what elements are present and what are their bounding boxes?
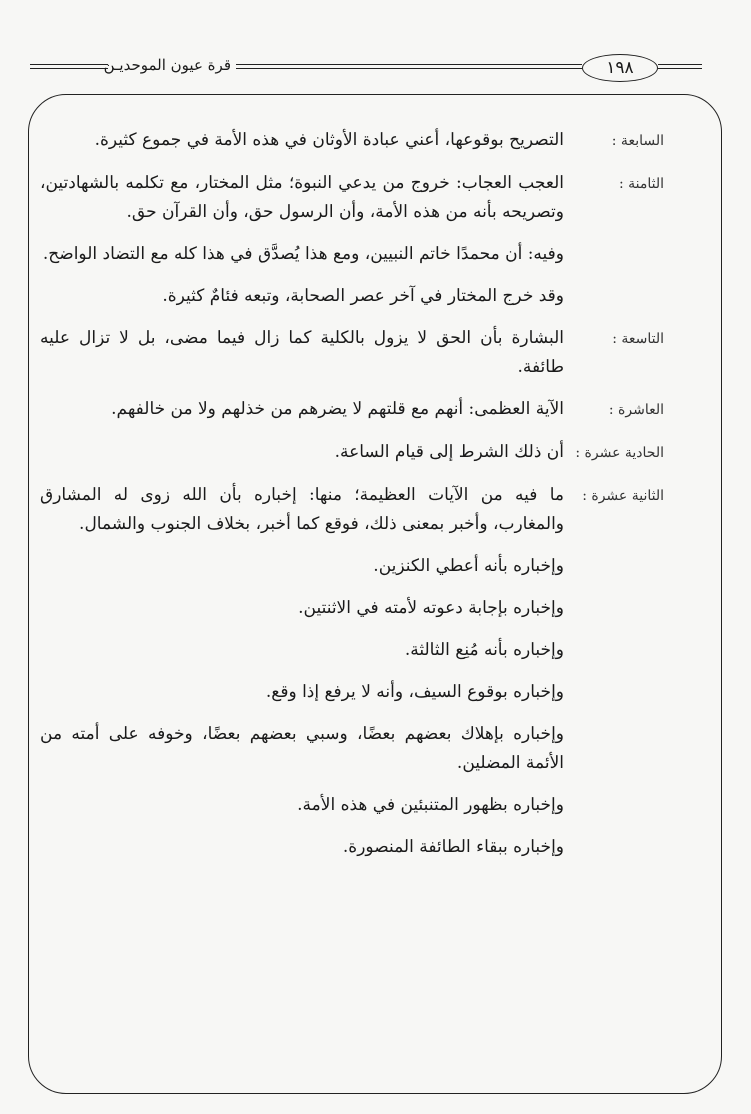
entry (40, 282, 664, 311)
entry-text: أن ذلك الشرط إلى قيام الساعة. (334, 442, 564, 462)
entry-text: العجب العجاب: خروج من يدعي النبوة؛ مثل المختار، مع تكلمه بالشهادتين، وتصريحه بأنه من هذه الأمة، وأن الرسول حق، وأن القرآن حق. (40, 173, 564, 222)
entry-text: وإخباره بإهلاك بعضهم بعضًا، وسبي بعضهم بعضًا، وخوفه على أمته من الأئمة المضلين. (40, 724, 564, 773)
header-rule-right (658, 64, 702, 69)
entry-label: الحادية عشرة : (575, 445, 664, 461)
entry (40, 395, 664, 425)
entry (40, 126, 664, 156)
page-number: ١٩٨ (582, 54, 658, 82)
entry (40, 636, 664, 665)
entry (40, 324, 664, 382)
entry-label: التاسعة : (612, 331, 664, 347)
entry-text: وإخباره ببقاء الطائفة المنصورة. (342, 837, 564, 857)
entry-text: وقد خرج المختار في آخر عصر الصحابة، وتبعه فئامٌ كثيرة. (162, 286, 564, 306)
page-header (0, 0, 751, 100)
entry-text: الآية العظمى: أنهم مع قلتهم لا يضرهم من خذلهم ولا من خالفهم. (111, 399, 564, 419)
entry-label: السابعة : (611, 133, 664, 149)
header-rule-left (30, 64, 108, 69)
entry-text: وفيه: أن محمدًا خاتم النبيين، ومع هذا يُصدَّق في هذا كله مع التضاد الواضح. (42, 244, 564, 264)
entry (40, 169, 664, 227)
entry-label: العاشرة : (608, 402, 664, 418)
entry (40, 833, 664, 862)
entry (40, 791, 664, 820)
header-rule-middle (236, 64, 582, 69)
entry-text: ما فيه من الآيات العظيمة؛ منها: إخباره بأن الله زوى له المشارق والمغارب، وأخبر بمعنى ذلك، فوقع كما أخبر، بخلاف الجنوب والشمال. (40, 485, 564, 534)
entry (40, 438, 664, 468)
entry-text: وإخباره بأنه أعطي الكنزين. (373, 556, 564, 576)
entry-label: الثامنة : (618, 176, 664, 192)
entry (40, 678, 664, 707)
page-content (40, 126, 664, 875)
entry-text: التصريح بوقوعها، أعني عبادة الأوثان في هذه الأمة في جموع كثيرة. (94, 130, 564, 150)
entry (40, 481, 664, 539)
entry-text: وإخباره بأنه مُنِع الثالثة. (404, 640, 564, 660)
entry-text: البشارة بأن الحق لا يزول بالكلية كما زال فيما مضى، بل لا تزال عليه طائفة. (40, 328, 564, 377)
entry (40, 720, 664, 778)
entry (40, 240, 664, 269)
entry-text: وإخباره بظهور المتنبئين في هذه الأمة. (297, 795, 564, 815)
entry-label: الثانية عشرة : (582, 488, 664, 504)
entry (40, 594, 664, 623)
entry-text: وإخباره بإجابة دعوته لأمته في الاثنتين. (298, 598, 564, 618)
entry (40, 552, 664, 581)
entry-text: وإخباره بوقوع السيف، وأنه لا يرفع إذا وقع. (265, 682, 564, 702)
running-title: قرة عيون الموحديـن (103, 56, 231, 74)
